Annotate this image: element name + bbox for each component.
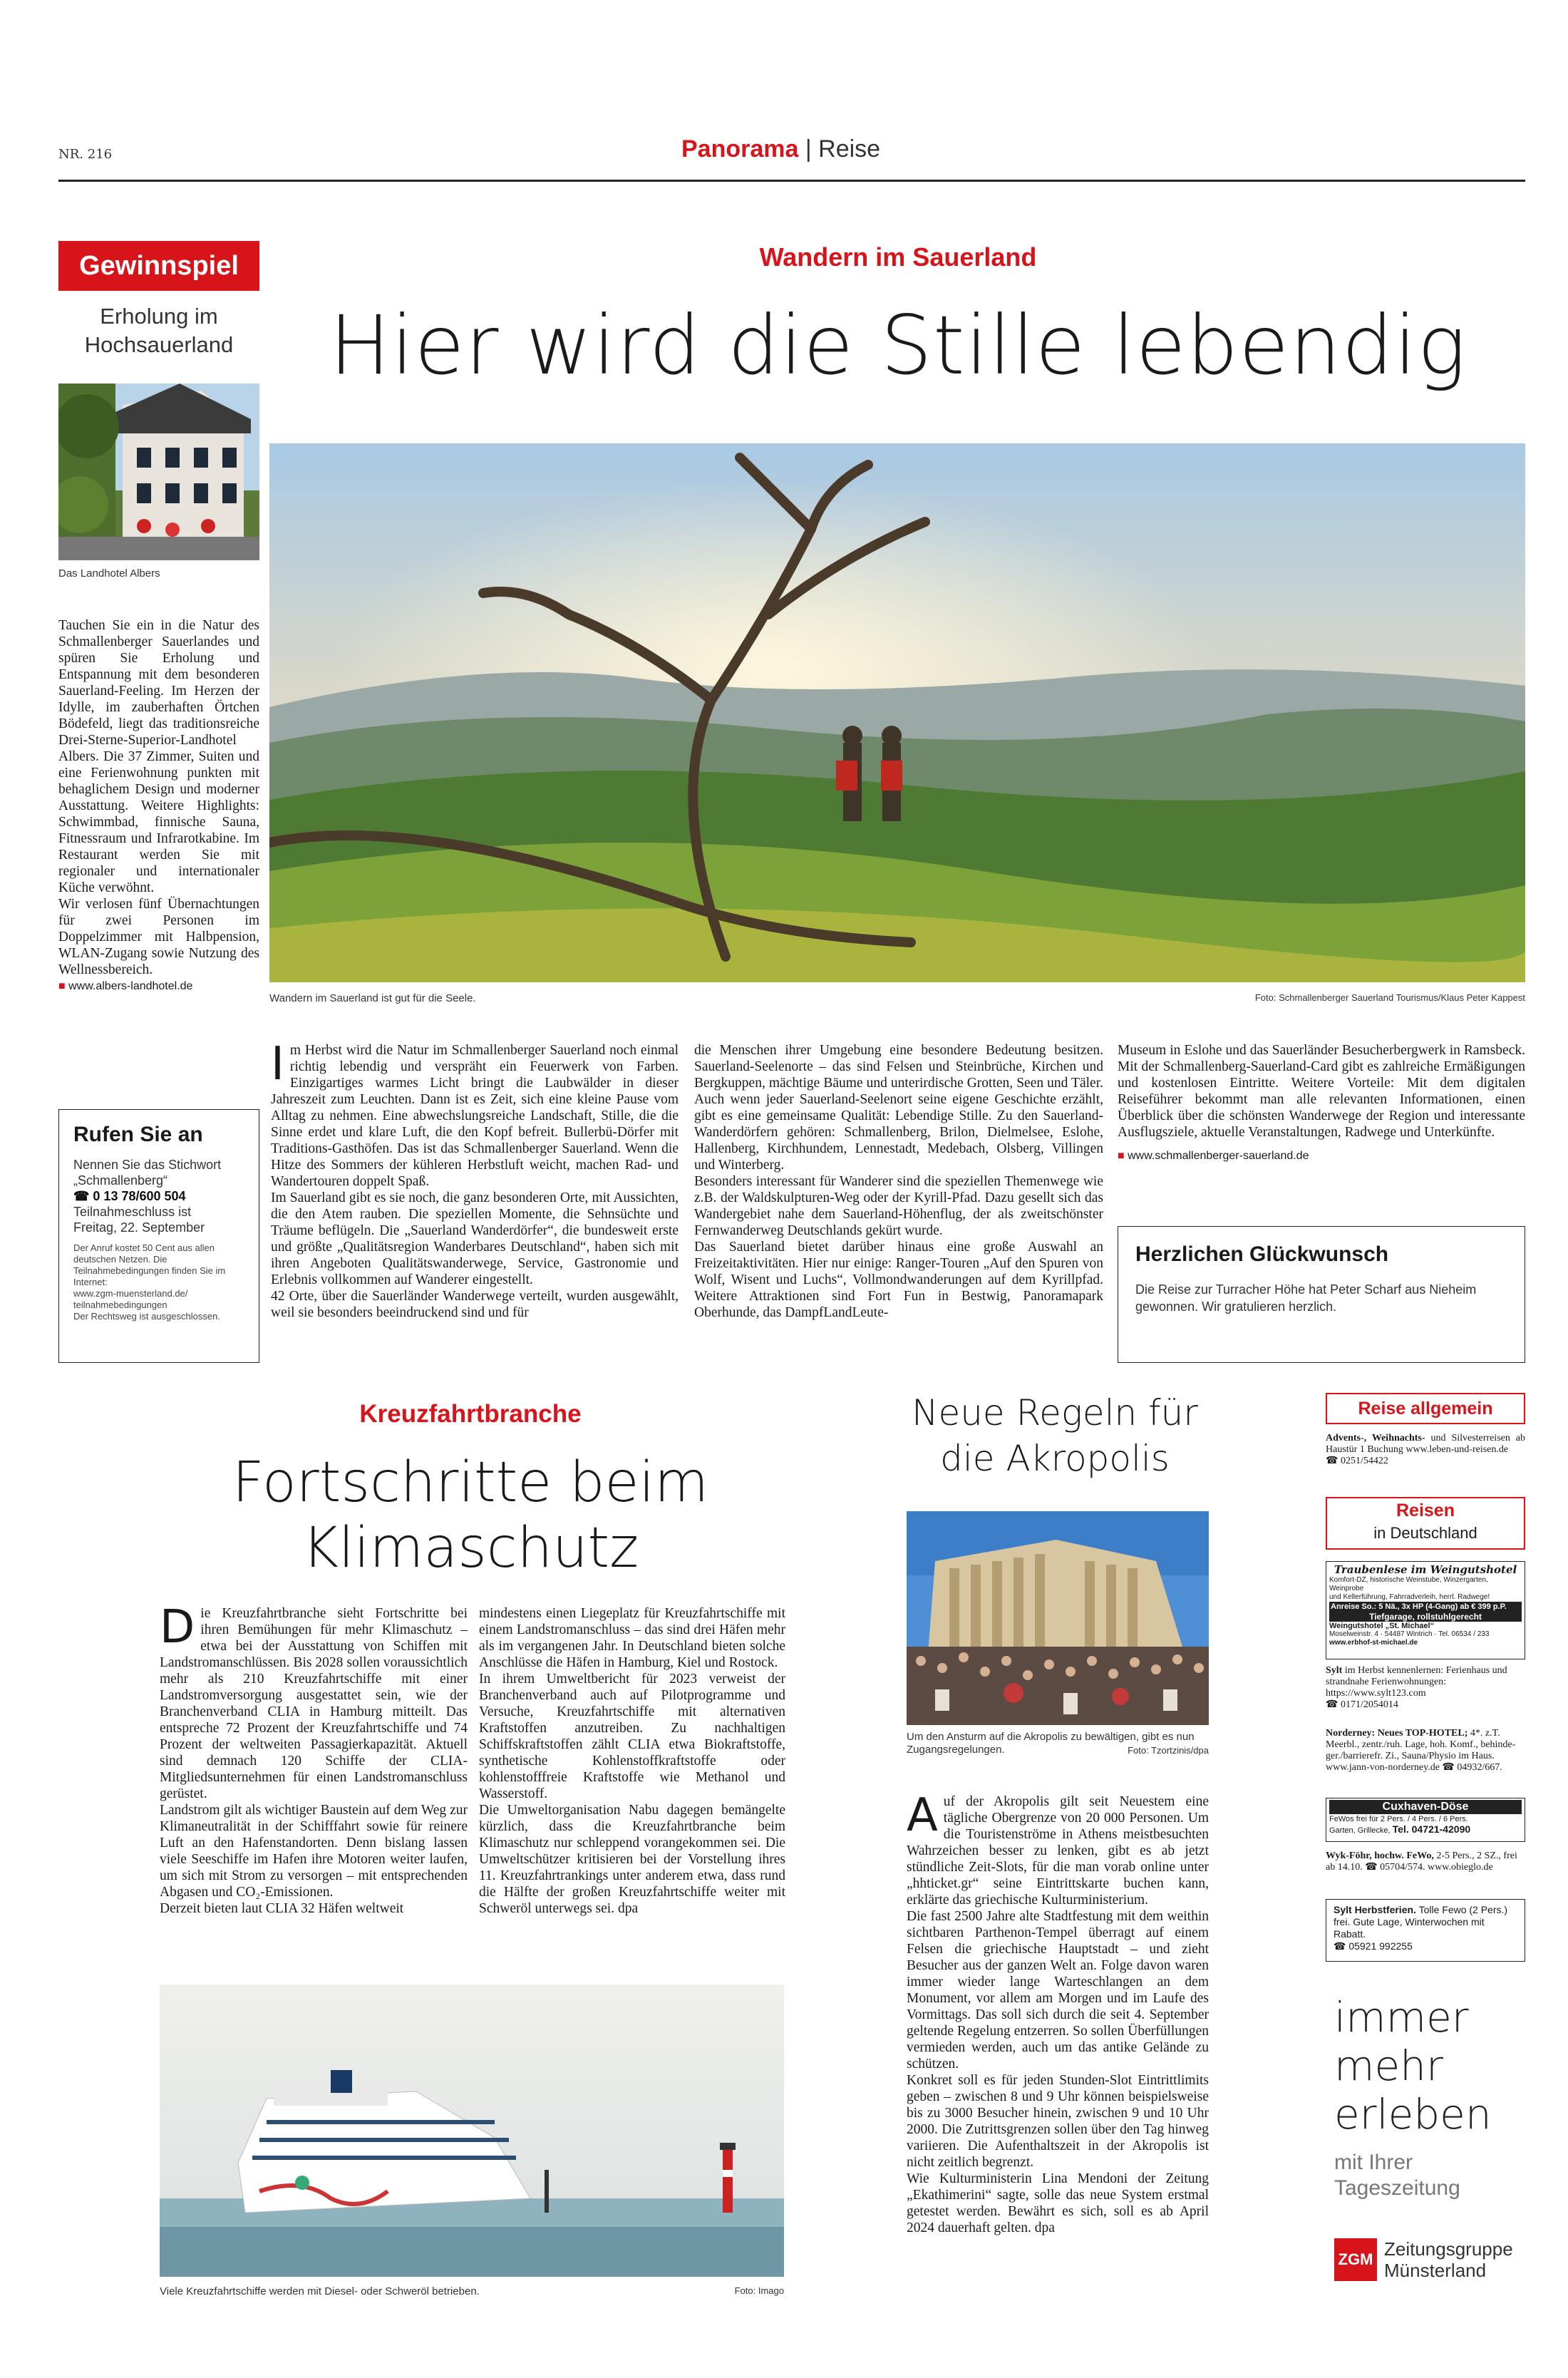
cruise-photo-credit: Foto: Imago <box>734 2285 784 2296</box>
cruise-headline <box>157 1450 784 1581</box>
main-link[interactable] <box>1118 1148 1525 1164</box>
cruise-col2-p3: Die Umweltorganisation Nabu dagegen bemängelte kürzlich, dass die Kreuzfahrtbranche beim Klimaschutz nur schleppend vorangekommen sei. Die Umweltschützer kritisieren bei der Vorstellung ihres 11. Kreuzfahrtrankings unter anderem etwa, dass rund die Hälfte der großen Kreuzfahrtschiffe weiter mit Schweröl unterwegs sei. dpa <box>479 1803 785 1916</box>
contest-badge: Gewinnspiel <box>58 241 259 291</box>
section-header <box>681 135 880 163</box>
classifieds-reisen-title: Reisen <box>1396 1501 1455 1520</box>
main-col3-p1: Museum in Eslohe und das Sauerländer Besucherbergwerk in Ramsbeck. Mit der Schmallenberg-Sauerland-Card gibt es zahlreiche Ermäßigungen und kostenlosen Eintritte. Weitere Vorteile: Mit dem digitalen Reiseführer bekommt man alle relevanten Informationen, einen Überblick über die schönsten Wanderwege der Region und interessante Ausflugsziele, aktuelle Veranstaltungen, Radwege und Unterkünfte. <box>1118 1043 1525 1140</box>
promo-sub2: Tageszeitung <box>1334 2176 1460 2200</box>
call-line1: Nennen Sie das Stichwort <box>73 1158 222 1172</box>
classified-ad-wyk <box>1326 1851 1525 1873</box>
acropolis-text <box>907 1789 1209 2236</box>
cuxhaven-title: Cuxhaven-Döse <box>1329 1800 1522 1814</box>
zgm-brand <box>1384 2238 1513 2281</box>
call-deadline1: Teilnahmeschluss ist <box>73 1205 192 1219</box>
classified-ad-norderney-bold: Norderney: Neues TOP-HOTEL; <box>1326 1728 1468 1739</box>
cruise-col1-p2: Landstrom gilt als wichtiger Baustein auf dem Weg zur Klimaneutralität in der Schifffahrt sowie für reinere Luft an den Hafenstandorten. Denn bislang lassen viele Seeschiffe im Hafen ihre Motoren weiter laufen, um sich mit Strom zu versorgen – mit entsprechenden Abgasen und CO₂-Emissionen. <box>160 1803 468 1900</box>
contest-title-line1: Erholung im <box>100 304 218 329</box>
link-bullet-icon: ■ <box>1118 1150 1125 1162</box>
cuxhaven-line2 <box>1329 1824 1522 1836</box>
main-headline: Hier wird die Stille lebendig <box>329 298 1467 393</box>
promo-line3: erleben <box>1334 2090 1492 2138</box>
acropolis-p2: Die fast 2500 Jahre alte Stadtfestung mit dem weithin sichtbaren Parthenon-Tempel überragt auf einem Felsen die griechische Hauptstadt – und zieht Besucher aus der ganzen Welt an. Folge davon waren immer wieder lange Warteschlangen an dem Monument, vor allem am Morgen und im Laufe des Vormittags. Das soll sich durch die seit 4. September geltende Regelung entzerren. So sollen Überfüllungen vermieden werden, auch um das antike Gelände zu schützen. <box>907 1909 1209 2071</box>
cruise-col2-p2: In ihrem Umweltbericht für 2023 verweist der Branchenverband auch auf Pilotprogramme und Versuche, Kreuzfahrtschiffe mit alternativen Kraftstoffen anzutreiben. Zu nachhaltigen Schiffskraftstoffen zählt CLIA etwa Biokraftstoffe, synthetische Kohlenstoffkraftstoffe oder kohlenstofffreie Kraftstoffe wie Methanol und Wasserstoff. <box>479 1672 785 1801</box>
cruise-headline-line1: Fortschritte beim <box>232 1451 709 1515</box>
weingut-line1: Komfort-DZ, historische Weinstube, Winzergarten, Weinprobe <box>1329 1576 1488 1592</box>
hiking-photo-credit: Foto: Schmallenberger Sauerland Tourismus/Klaus Peter Kappest <box>1254 992 1525 1003</box>
main-col1-p3: 42 Orte, über die Sauerländer Wanderwege verteilt, wurden ausgewählt, weil sie besonders beeindruckend sind und für <box>271 1289 679 1320</box>
contest-text <box>58 617 259 994</box>
contest-link-text[interactable]: www.albers-landhotel.de <box>68 980 193 992</box>
dropcap: D <box>160 1601 195 1654</box>
sylt-herbst-text: Tolle Fewo (2 Pers.) frei. Gute Lage, Winterwochen mit Rabatt. <box>1334 1904 1508 1940</box>
weingut-title: Traubenlese im Weingutshotel <box>1334 1563 1517 1576</box>
classified-ad-norderney-text: 4*. z.T. Meerbl., zentr./ruh. Lage, hoh. Komf., behinde-ger./barrierefr. Zi., Sauna/Physio im Haus. www.jann-von-norderney.de <box>1326 1728 1516 1773</box>
sylt-herbst-bold: Sylt Herbstferien. <box>1334 1904 1416 1915</box>
hiking-photo-caption: Wandern im Sauerland ist gut für die Seele. <box>269 992 476 1004</box>
congrats-text: Die Reise zur Turracher Höhe hat Peter Scharf aus Nieheim gewonnen. Wir gratulieren herzlich. <box>1135 1282 1477 1314</box>
cruise-headline-line2: Klimaschutz <box>301 1516 639 1580</box>
classified-ad-norderney <box>1326 1728 1525 1774</box>
classified-ad-advent-bold: Advents-, Weihnachts- <box>1326 1433 1425 1443</box>
classified-ad-sylt <box>1326 1665 1525 1711</box>
classified-ad-norderney-phone[interactable]: ☎ 04932/667. <box>1442 1762 1502 1773</box>
main-col1-p2: Im Sauerland gibt es sie noch, die ganz besonderen Orte, mit Aussichten, die den Atem rauben. Die speziellen Momente, die Sehnsüchte und Träume beflügeln. Die „Sauerland Wanderdörfer“, die bundesweit erste und größte „Qualitätsregion Wanderbares Deutschland“, haben sich mit ihren Angeboten Qualitätswanderwege, Service, Gastronomie und Erlebnis vollkommen auf Wanderer eingestellt. <box>271 1190 679 1287</box>
acropolis-p4: Wie Kulturministerin Lina Mendoni der Zeitung „Ekathimerini“ sagte, solle das neue System erstmal getestet werden. Bewährt es sich, soll es ab April 2024 dauerhaft gelten. dpa <box>907 2171 1209 2235</box>
call-fine3: Der Rechtsweg ist ausgeschlossen. <box>73 1311 220 1322</box>
weingut-hotel: Weingutshotel „St. Michael“ <box>1329 1622 1435 1630</box>
acropolis-photo <box>907 1511 1209 1725</box>
cruise-col2 <box>479 1605 785 1917</box>
dropcap: A <box>907 1789 938 1842</box>
main-link-text[interactable]: www.schmallenberger-sauerland.de <box>1128 1150 1309 1162</box>
cruise-kicker: Kreuzfahrtbranche <box>359 1400 582 1428</box>
contest-paragraph: Tauchen Sie ein in die Natur des Schmallenberger Sauerlandes und spüren Sie Erholung und Entspannung mit dem besonderen Sauerland-Feeling. Im Herzen der Idylle, im zauberhaften Örtchen Bödefeld, liegt das traditionsreiche Drei-Sterne-Superior-Landhotel Albers. Die 37 Zimmer, Suiten und eine Ferienwohnung punkten mit behaglichem Design und moderner Ausstattung. Weitere Highlights: Schwimmbad, finnische Sauna, Fitnessraum und Infrarotkabine. Im Restaurant werden Sie mit regionaler und internationaler Küche verwöhnt. <box>58 618 259 895</box>
call-box <box>58 1109 259 1363</box>
promo-sub1: mit Ihrer <box>1334 2151 1413 2174</box>
section-name: Panorama <box>681 135 799 163</box>
zgm-brand-line2: Münsterland <box>1384 2260 1487 2281</box>
promo-slogan <box>1334 1993 1525 2138</box>
cruise-col2-p1: mindestens einen Liegeplatz für Kreuzfahrtschiffe mit einem Landstromanschluss – das sind drei Häfen mehr als im vergangenen Jahr. In Deutschland bieten solche Anschlüsse die Häfen in Hamburg, Kiel und Rostock. <box>479 1606 785 1670</box>
classified-ad-sylt-phone[interactable]: ☎ 0171/2054014 <box>1326 1699 1398 1710</box>
call-instruction <box>73 1157 244 1235</box>
hotel-photo-caption: Das Landhotel Albers <box>58 567 160 580</box>
contest-paragraph-2: Wir verlosen fünf Übernachtungen für zwei Personen im Doppelzimmer mit Halbpension, WLAN-Zugang sowie Nutzung des Wellnessbereich. <box>58 897 259 977</box>
call-keyword: „Schmallenberg“ <box>73 1173 168 1188</box>
congrats-title: Herzlichen Glückwunsch <box>1135 1242 1389 1266</box>
call-deadline2: Freitag, 22. September <box>73 1220 205 1235</box>
acropolis-photo-credit: Foto: Tzortzinis/dpa <box>1128 1745 1209 1756</box>
call-phone[interactable]: ☎ 0 13 78/600 504 <box>73 1189 186 1203</box>
contest-link[interactable] <box>58 978 259 994</box>
classified-box-sylt-herbst <box>1326 1899 1525 1962</box>
weingut-offer: Anreise So.: 5 Nä., 3x HP (4-Gang) ab € 399 p.P. <box>1329 1602 1522 1612</box>
cruise-col1-p1: ie Kreuzfahrtbranche sieht Fortschritte bei ihren Bemühungen für mehr Klimaschutz – etwa bei der Ausstattung von Schiffen mit Landstromanschlüssen. Bis 2028 sollen voraussichtlich mehr als 210 Kreuzfahrtschiffe mit einer Landstromversorgung ausgestattet sein, wie der Branchenverband CLIA in Hamburg mitteilt. Das entspreche 72 Prozent der Kreuzfahrtschiffe und 74 Prozent der weltweiten Passagierkapazität. Aktuell sind demnach 120 Schiffe der CLIA-Mitgliedsunternehmen für einen Landstromanschluss gerüstet. <box>160 1606 468 1801</box>
weingut-line2: und Kellerführung, Fahrradverleih, herrl. Radwege! <box>1329 1593 1490 1601</box>
cuxhaven-line2-text: Garten, Grillecke, <box>1329 1826 1391 1835</box>
issue-number: NR. 216 <box>58 147 113 162</box>
contest-title-line2: Hochsauerland <box>84 332 234 357</box>
classified-ad-advent-phone[interactable]: ☎ 0251/54422 <box>1326 1456 1388 1466</box>
weingut-web[interactable]: www.erbhof-st-michael.de <box>1329 1639 1418 1647</box>
classifieds-header-reisen <box>1326 1497 1525 1550</box>
weingut-addr: Moselweinstr. 4 · 54487 Wintrich · Tel. 06534 / 233 <box>1329 1630 1490 1638</box>
classifieds-header-reise-allgemein: Reise allgemein <box>1326 1393 1525 1424</box>
classifieds-reisen-sub: in Deutschland <box>1373 1524 1477 1542</box>
zgm-logo: ZGM <box>1334 2238 1377 2281</box>
classified-box-cuxhaven <box>1326 1798 1525 1842</box>
congrats-box <box>1118 1226 1525 1363</box>
call-fineprint <box>73 1242 244 1322</box>
classified-ad-sylt-bold: Sylt <box>1326 1665 1343 1676</box>
link-bullet-icon: ■ <box>58 980 66 992</box>
acropolis-photo-caption: Um den Ansturm auf die Akropolis zu bewältigen, gibt es nun Zugangsregelungen. <box>907 1731 1195 1756</box>
contest-title <box>58 302 259 359</box>
classified-ad-wyk-web[interactable]: www.obieglo.de <box>1428 1862 1493 1873</box>
call-fine2[interactable]: www.zgm-muensterland.de/ teilnahmebedingungen <box>73 1288 188 1310</box>
cruise-col1-p3: Derzeit bieten laut CLIA 32 Häfen weltweit <box>160 1901 404 1916</box>
promo-sub <box>1334 2150 1525 2201</box>
promo-line2: mehr <box>1334 2042 1443 2090</box>
main-col3 <box>1118 1042 1525 1164</box>
main-col2-p3: Das Sauerland bietet darüber hinaus eine große Auswahl an Freizeitaktivitäten. Hier nur einige: Ranger-Touren „Auf den Spuren von Wolf, Wisent und Luchs“, Vollmondwanderungen auf dem Kyrillpfad. Weitere Attraktionen sind Fort Fun in Bestwig, Panoramapark Oberhunde, das DampfLandLeute- <box>694 1240 1103 1320</box>
main-col2-p1: die Menschen ihrer Umgebung eine besondere Bedeutung besitzen. Sauerland-Seelenorte – das sind Felsen und Steinbrüche, Kirchen und Bergkuppen, mächtige Bäume und unterirdische Grotten, Seen und Täler. Auch wenn jeder Sauerland-Seelenort seine eigene Geschichte erzählt, gibt es eine gemeinsame Qualität: Lebendige Stille. Zu den Sauerland-Wanderdörfern gehören: Schmallenberg, Brilon, Dielmelsee, Eslohe, Hallenberg, Kirchhundem, Lennestadt, Medebach, Olsberg, Villingen und Winterberg. <box>694 1043 1103 1173</box>
main-kicker: Wandern im Sauerland <box>759 242 1037 272</box>
sylt-herbst-phone[interactable]: ☎ 05921 992255 <box>1334 1940 1413 1952</box>
classified-ad-advent-text: und Silvesterreisen ab Haustür 1 Buchung www.leben-und-reisen.de <box>1326 1433 1526 1455</box>
main-col2 <box>694 1042 1103 1321</box>
classified-ad-wyk-text: 2-5 Pers., 2 SZ., frei ab 14.10. <box>1326 1851 1517 1873</box>
header-rule <box>58 180 1525 182</box>
classified-ad-wyk-bold: Wyk-Föhr, hochw. FeWo, <box>1326 1851 1434 1861</box>
acropolis-p1: uf der Akropolis gilt seit Neuestem eine tägliche Obergrenze von 20 000 Personen. Um die Touristenströme in Athens meistbesuchten Wahrzeichen besser zu lenken, gibt es ab jetzt stündliche Zeit-Slots, für die man vorab online unter „hhticket.gr“ seine Eintrittskarte buchen kann, erklärte das griechische Kulturministerium. <box>907 1794 1209 1908</box>
classified-box-weingut <box>1326 1561 1525 1659</box>
cruise-col1 <box>160 1601 468 1917</box>
acropolis-p3: Konkret soll es für jeden Stunden-Slot Eintrittlimits geben – zwischen 8 und 9 Uhr können beispielsweise bis zu 3000 Besucher hinein, zwischen 9 und 10 Uhr 2000. Die Zutrittsgrenzen sollen über den Tag hinweg variieren. Die Aufenthaltszeit in der Akropolis ist nicht zeitlich begrenzt. <box>907 2073 1209 2170</box>
weingut-sub: Tiefgarage, rollstuhlgerecht <box>1329 1612 1522 1622</box>
cruise-photo <box>160 1985 784 2277</box>
acropolis-headline-line2: die Akropolis <box>940 1438 1170 1479</box>
acropolis-headline-line1: Neue Regeln für <box>912 1392 1198 1434</box>
zgm-brand-line1: Zeitungsgruppe <box>1384 2238 1513 2260</box>
dropcap: I <box>271 1038 284 1091</box>
hotel-photo <box>58 384 259 560</box>
subsection-name: Reise <box>818 135 881 163</box>
classified-ad-wyk-phone[interactable]: ☎ 05704/574. <box>1365 1862 1425 1873</box>
section-divider: | <box>798 135 819 163</box>
call-fine1: Der Anruf kostet 50 Cent aus allen deutschen Netzen. Die Teilnahmebedingungen finden Sie im Internet: <box>73 1242 226 1287</box>
cuxhaven-phone[interactable]: Tel. 04721-42090 <box>1392 1823 1471 1835</box>
cuxhaven-line1: FeWos frei für 2 Pers. / 4 Pers. / 6 Pers. <box>1329 1815 1468 1823</box>
cruise-photo-caption: Viele Kreuzfahrtschiffe werden mit Diesel- oder Schweröl betrieben. <box>160 2285 480 2297</box>
classified-ad-sylt-text: im Herbst kennenlernen: Ferienhaus und strandnahe Ferienwohnungen: https://www.sylt123.com <box>1326 1665 1507 1699</box>
main-col2-p2: Besonders interessant für Wanderer sind die speziellen Themenwege wie z.B. der Waldskulpturen-Weg oder der Kyrill-Pfad. Dazu gesellt sich das Wandergebiet nahe dem Sauerland-Höhenflug, der als zweitschönster Fernwanderweg Deutschlands gekürt wurde. <box>694 1174 1103 1238</box>
main-col1-p1: m Herbst wird die Natur im Schmallenberger Sauerland noch einmal richtig lebendig und verspräht ein Feuerwerk von Farben. Einzigartiges warmes Licht bringt die Laubwälder in dieser Jahreszeit zum Leuchten. Dann ist es Zeit, sich eine kleine Pause vom Alltag zu nehmen. Eine abwechslungsreiche Landschaft, Stille, die die Sinne erdet und klare Luft, die den Kopf befreit. Bullerbü-Dörfer mit Traditions-Gasthöfen. Das ist das Schmallenberger Sauerland. Wenn die Hitze des Sommers der kühleren Herbstluft weicht, machen Rad- und Wandertouren doppelt Spaß. <box>271 1043 679 1189</box>
promo-line1: immer <box>1334 1993 1469 2042</box>
classified-ad-advent <box>1326 1433 1525 1467</box>
hiking-photo <box>269 443 1525 982</box>
acropolis-headline <box>905 1390 1205 1481</box>
call-title: Rufen Sie an <box>73 1123 203 1146</box>
main-col1 <box>271 1038 679 1321</box>
